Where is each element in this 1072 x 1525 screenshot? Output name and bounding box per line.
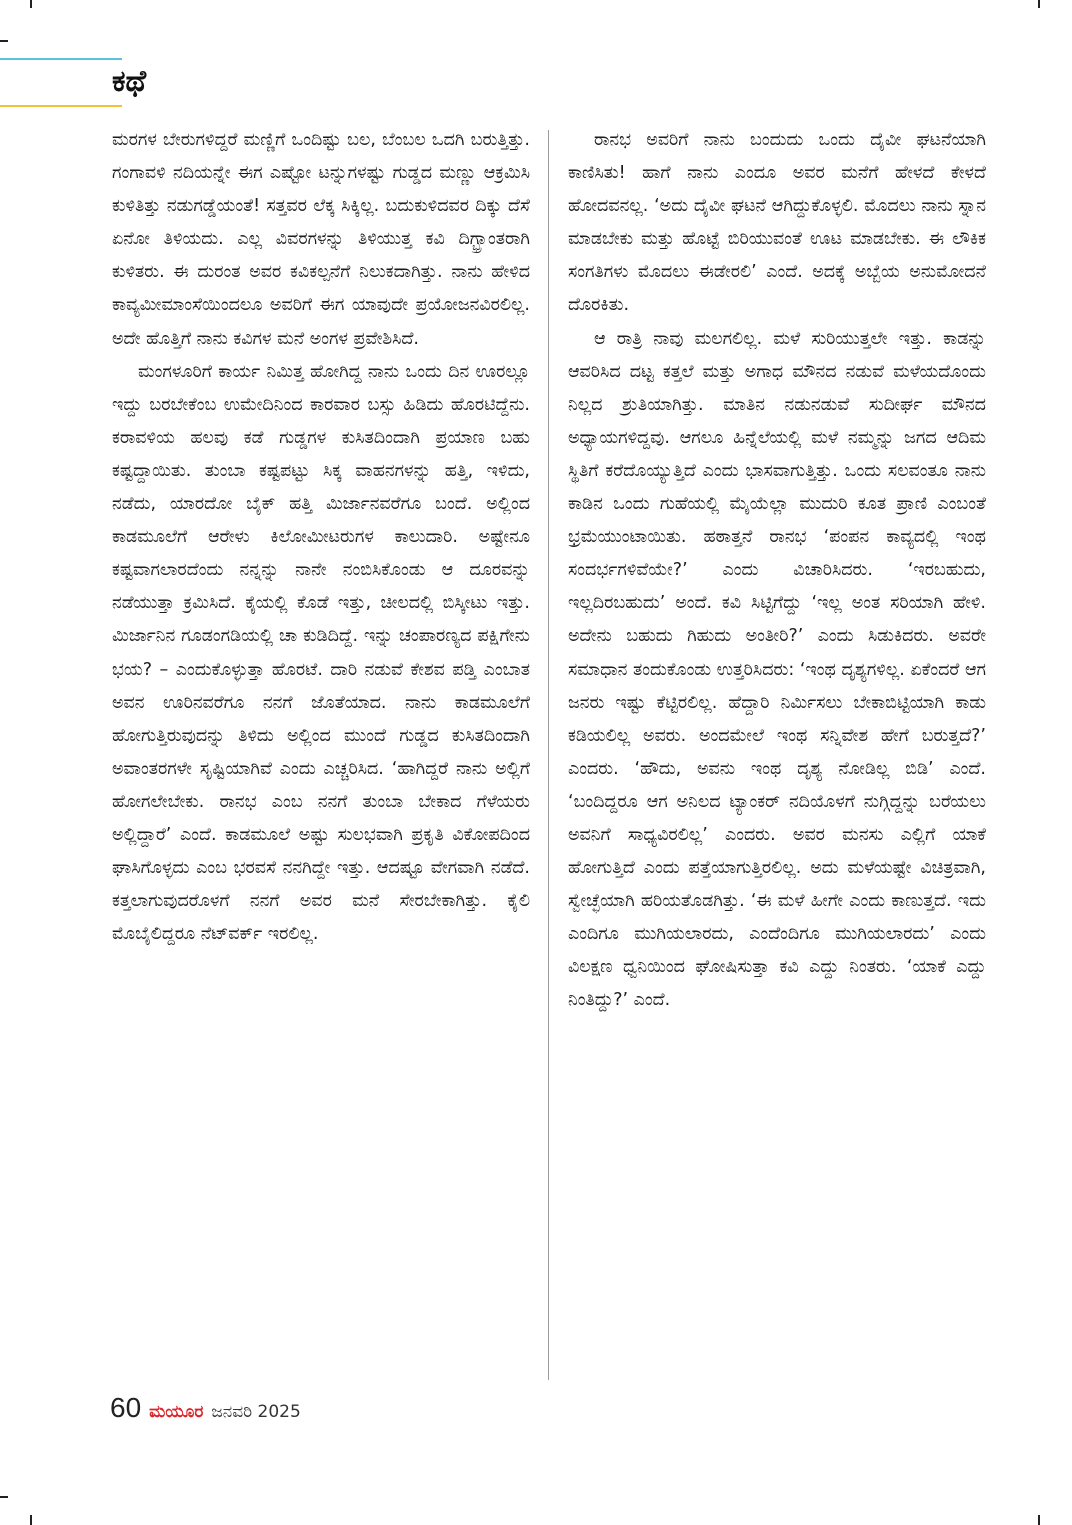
- crop-mark: [0, 40, 8, 42]
- crop-mark: [0, 1496, 8, 1498]
- header-rule-top: [0, 58, 122, 60]
- section-header-rule: [0, 58, 122, 108]
- crop-mark: [1038, 1515, 1040, 1525]
- crop-mark: [30, 0, 32, 8]
- paragraph: ರಾನಭ ಅವರಿಗೆ ನಾನು ಬಂದುದು ಒಂದು ದೈವೀ ಘಟನೆಯಾಗಿ ಕಾಣಿಸಿತು! ಹಾಗೆ ನಾನು ಎಂದೂ ಅವರ ಮನೆಗೆ ಹೇಳದೆ ಕೇಳದೆ ಹೋದವನಲ್ಲ. ‘ಅದು ದೈವೀ ಘಟನೆ ಆಗಿದ್ದುಕೊಳ್ಳಲಿ. ಮೊದಲು ನಾನು ಸ್ನಾನ ಮಾಡಬೇಕು ಮತ್ತು ಹೊಟ್ಟೆ ಬಿರಿಯುವಂತೆ ಊಟ ಮಾಡಬೇಕು. ಈ ಲೌಕಿಕ ಸಂಗತಿಗಳು ಮೊದಲು ಈಡೇರಲಿ’ ಎಂದೆ. ಅದಕ್ಕೆ ಅಬ್ಬೆಯ ಅನುಮೋದನೆ ದೊರಕಿತು.: [568, 130, 986, 316]
- article-column-left: [112, 124, 530, 1386]
- header-rule-bottom: [0, 105, 122, 107]
- crop-mark: [1038, 0, 1040, 8]
- article-column-right: [568, 124, 986, 1386]
- magazine-brand: ಮಯೂರ: [149, 1402, 204, 1422]
- paragraph: ಮಂಗಳೂರಿಗೆ ಕಾರ್ಯ ನಿಮಿತ್ತ ಹೋಗಿದ್ದ ನಾನು ಒಂದು ದಿನ ಊರಲ್ಲೂ ಇದ್ದು ಬರಬೇಕೆಂಬ ಉಮೇದಿನಿಂದ ಕಾರವಾರ ಬಸ್ಸು ಹಿಡಿದು ಹೊರಟಿದ್ದೆನು. ಕರಾವಳಿಯ ಹಲವು ಕಡೆ ಗುಡ್ಡಗಳ ಕುಸಿತದಿಂದಾಗಿ ಪ್ರಯಾಣ ಬಹು ಕಷ್ಟದ್ದಾಯಿತು. ತುಂಬಾ ಕಷ್ಟಪಟ್ಟು ಸಿಕ್ಕ ವಾಹನಗಳನ್ನು ಹತ್ತಿ, ಇಳಿದು, ನಡೆದು, ಯಾರದೋ ಬೈಕ್ ಹತ್ತಿ ಮಿರ್ಜಾನವರೆಗೂ ಬಂದೆ. ಅಲ್ಲಿಂದ ಕಾಡಮೂಲೆಗೆ ಆರೇಳು ಕಿಲೋಮೀಟರುಗಳ ಕಾಲುದಾರಿ. ಅಷ್ಟೇನೂ ಕಷ್ಟವಾಗಲಾರದೆಂದು ನನ್ನನ್ನು ನಾನೇ ನಂಬಿಸಿಕೊಂಡು ಆ ದೂರವನ್ನು ನಡೆಯುತ್ತಾ ಕ್ರಮಿಸಿದೆ. ಕೈಯಲ್ಲಿ ಕೊಡೆ ಇತ್ತು, ಚೀಲದಲ್ಲಿ ಬಿಸ್ಕೀಟು ಇತ್ತು. ಮಿರ್ಜಾನಿನ ಗೂಡಂಗಡಿಯಲ್ಲಿ ಚಾ ಕುಡಿದಿದ್ದೆ. ಇನ್ನು ಚಂಪಾರಣ್ಯದ ಪಕ್ಷಿಗೇನು ಭಯ? – ಎಂದುಕೊಳ್ಳುತ್ತಾ ಹೊರಟೆ. ದಾರಿ ನಡುವೆ ಕೇಶವ ಪಡ್ತಿ ಎಂಬಾತ ಅವನ ಊರಿನವರೆಗೂ ನನಗೆ ಜೊತೆಯಾದ. ನಾನು ಕಾಡಮೂಲೆಗೆ ಹೋಗುತ್ತಿರುವುದನ್ನು ತಿಳಿದು ಅಲ್ಲಿಂದ ಮುಂದೆ ಗುಡ್ಡದ ಕುಸಿತದಿಂದಾಗಿ ಅವಾಂತರಗಳೇ ಸೃಷ್ಟಿಯಾಗಿವೆ ಎಂದು ಎಚ್ಚರಿಸಿದ. ‘ಹಾಗಿದ್ದರೆ ನಾನು ಅಲ್ಲಿಗೆ ಹೋಗಲೇಬೇಕು. ರಾನಭ ಎಂಬ ನನಗೆ ತುಂಬಾ ಬೇಕಾದ ಗೆಳೆಯರು ಅಲ್ಲಿದ್ದಾರೆ’ ಎಂದೆ. ಕಾಡಮೂಲೆ ಅಷ್ಟು ಸುಲಭವಾಗಿ ಪ್ರಕೃತಿ ವಿಕೋಪದಿಂದ ಘಾಸಿಗೊಳ್ಳದು ಎಂಬ ಭರವಸೆ ನನಗಿದ್ದೇ ಇತ್ತು. ಆದಷ್ಟೂ ವೇಗವಾಗಿ ನಡೆದೆ. ಕತ್ತಲಾಗುವುದರೊಳಗೆ ನನಗೆ ಅವರ ಮನೆ ಸೇರಬೇಕಾಗಿತ್ತು. ಕೈಲಿ ಮೊಬೈಲಿದ್ದರೂ ನೆಟ್‌ವರ್ಕ್ ಇರಲಿಲ್ಲ.: [112, 361, 530, 945]
- paragraph: ಆ ರಾತ್ರಿ ನಾವು ಮಲಗಲಿಲ್ಲ. ಮಳೆ ಸುರಿಯುತ್ತಲೇ ಇತ್ತು. ಕಾಡನ್ನು ಆವರಿಸಿದ ದಟ್ಟ ಕತ್ತಲೆ ಮತ್ತು ಅಗಾಧ ಮೌನದ ನಡುವೆ ಮಳೆಯದೊಂದು ನಿಲ್ಲದ ಶ್ರುತಿಯಾಗಿತ್ತು. ಮಾತಿನ ನಡುನಡುವೆ ಸುದೀರ್ಘ ಮೌನದ ಅಧ್ಯಾಯಗಳಿದ್ದವು. ಆಗಲೂ ಹಿನ್ನೆಲೆಯಲ್ಲಿ ಮಳೆ ನಮ್ಮನ್ನು ಜಗದ ಆದಿಮ ಸ್ಥಿತಿಗೆ ಕರೆದೊಯ್ಯುತ್ತಿದೆ ಎಂದು ಭಾಸವಾಗುತ್ತಿತ್ತು. ಒಂದು ಸಲವಂತೂ ನಾನು ಕಾಡಿನ ಒಂದು ಗುಹೆಯಲ್ಲಿ ಮೈಯೆಲ್ಲಾ ಮುದುರಿ ಕೂತ ಪ್ರಾಣಿ ಎಂಬಂತೆ ಭ್ರಮೆಯುಂಟಾಯಿತು. ಹಠಾತ್ತನೆ ರಾನಭ ‘ಪಂಪನ ಕಾವ್ಯದಲ್ಲಿ ಇಂಥ ಸಂದರ್ಭಗಳಿವೆಯೇ?’ ಎಂದು ವಿಚಾರಿಸಿದರು. ‘ಇರಬಹುದು, ಇಲ್ಲದಿರಬಹುದು’ ಅಂದೆ. ಕವಿ ಸಿಟ್ಟಿಗೆದ್ದು ‘ಇಲ್ಲ ಅಂತ ಸರಿಯಾಗಿ ಹೇಳಿ. ಅದೇನು ಬಹುದು ಗಿಹುದು ಅಂತೀರಿ?’ ಎಂದು ಸಿಡುಕಿದರು. ಅವರೇ ಸಮಾಧಾನ ತಂದುಕೊಂಡು ಉತ್ತರಿಸಿದರು: ‘ಇಂಥ ದೃಶ್ಯಗಳಿಲ್ಲ. ಏಕೆಂದರೆ ಆಗ ಜನರು ಇಷ್ಟು ಕೆಟ್ಟಿರಲಿಲ್ಲ. ಹೆದ್ದಾರಿ ನಿರ್ಮಿಸಲು ಬೇಕಾಬಿಟ್ಟಿಯಾಗಿ ಕಾಡು ಕಡಿಯಲಿಲ್ಲ ಅವರು. ಅಂದಮೇಲೆ ಇಂಥ ಸನ್ನಿವೇಶ ಹೇಗೆ ಬರುತ್ತದೆ?’ ಎಂದರು. ‘ಹೌದು, ಅವನು ಇಂಥ ದೃಶ್ಯ ನೋಡಿಲ್ಲ ಬಿಡಿ’ ಎಂದೆ. ‘ಬಂದಿದ್ದರೂ ಆಗ ಅನಿಲದ ಟ್ಯಾಂಕರ್ ನದಿಯೊಳಗೆ ನುಗ್ಗಿದ್ದನ್ನು ಬರೆಯಲು ಅವನಿಗೆ ಸಾಧ್ಯವಿರಲಿಲ್ಲ’ ಎಂದರು. ಅವರ ಮನಸು ಎಲ್ಲಿಗೆ ಯಾಕೆ ಹೋಗುತ್ತಿದೆ ಎಂದು ಪತ್ತೆಯಾಗುತ್ತಿರಲಿಲ್ಲ. ಅದು ಮಳೆಯಷ್ಟೇ ವಿಚಿತ್ರವಾಗಿ, ಸ್ವೇಚ್ಛೆಯಾಗಿ ಹರಿಯತೊಡಗಿತ್ತು. ‘ಈ ಮಳೆ ಹೀಗೇ ಎಂದು ಕಾಣುತ್ತದೆ. ಇದು ಎಂದಿಗೂ ಮುಗಿಯಲಾರದು, ಎಂದೆಂದಿಗೂ ಮುಗಿಯಲಾರದು’ ಎಂದು ವಿಲಕ್ಷಣ ಧ್ವನಿಯಿಂದ ಘೋಷಿಸುತ್ತಾ ಕವಿ ಎದ್ದು ನಿಂತರು. ‘ಯಾಕೆ ಎದ್ದು ನಿಂತಿದ್ದು?’ ಎಂದೆ.: [568, 328, 986, 1011]
- column-divider: [548, 130, 549, 1380]
- section-title: ಕಥೆ: [112, 64, 147, 99]
- crop-mark: [30, 1515, 32, 1525]
- page-footer: [110, 1392, 301, 1432]
- issue-date: ಜನವರಿ 2025: [211, 1402, 301, 1422]
- paragraph: ಮರಗಳ ಬೇರುಗಳಿದ್ದರೆ ಮಣ್ಣಿಗೆ ಒಂದಿಷ್ಟು ಬಲ, ಬೆಂಬಲ ಒದಗಿ ಬರುತ್ತಿತ್ತು. ಗಂಗಾವಳಿ ನದಿಯನ್ನೇ ಈಗ ಎಷ್ಟೋ ಟನ್ನುಗಳಷ್ಟು ಗುಡ್ಡದ ಮಣ್ಣು ಆಕ್ರಮಿಸಿ ಕುಳಿತಿತ್ತು ನಡುಗಡ್ಡೆಯಂತೆ! ಸತ್ತವರ ಲೆಕ್ಕ ಸಿಕ್ಕಿಲ್ಲ. ಬದುಕುಳಿದವರ ದಿಕ್ಕು ದೆಸೆ ಏನೋ ತಿಳಿಯದು. ಎಲ್ಲ ವಿವರಗಳನ್ನು ತಿಳಿಯುತ್ತ ಕವಿ ದಿಗ್ಭ್ರಾಂತರಾಗಿ ಕುಳಿತರು. ಈ ದುರಂತ ಅವರ ಕವಿಕಲ್ಪನೆಗೆ ನಿಲುಕದಾಗಿತ್ತು. ನಾನು ಹೇಳಿದ ಕಾವ್ಯಮೀಮಾಂಸೆಯಿಂದಲೂ ಅವರಿಗೆ ಈಗ ಯಾವುದೇ ಪ್ರಯೋಜನವಿರಲಿಲ್ಲ. ಅದೇ ಹೊತ್ತಿಗೆ ನಾನು ಕವಿಗಳ ಮನೆ ಅಂಗಳ ಪ್ರವೇಶಿಸಿದೆ.: [112, 130, 530, 349]
- page-number: 60: [110, 1392, 142, 1423]
